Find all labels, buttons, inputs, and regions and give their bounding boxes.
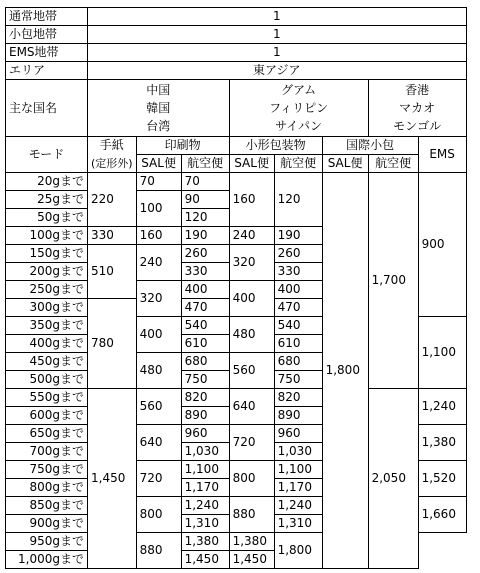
printed-air-price: 1,310 bbox=[181, 515, 229, 533]
small-sal-price: 400 bbox=[229, 281, 274, 317]
countries-row bbox=[6, 80, 467, 137]
table-row bbox=[6, 173, 467, 191]
normal-zone-value: 1 bbox=[88, 8, 467, 26]
small-air-price: 400 bbox=[274, 281, 322, 299]
printed-air-price: 400 bbox=[181, 281, 229, 299]
small-sal-price: 160 bbox=[229, 173, 274, 227]
small-sal-price: 480 bbox=[229, 317, 274, 353]
ems-header: EMS bbox=[418, 137, 466, 173]
weight-label: 550gまで bbox=[6, 389, 88, 407]
letter-header: 手紙 bbox=[88, 137, 137, 155]
printed-air-price: 680 bbox=[181, 353, 229, 371]
country-name: グアム bbox=[281, 83, 317, 97]
intl-sal-price: 1,800 bbox=[322, 173, 368, 569]
small-air-price: 1,030 bbox=[274, 443, 322, 461]
ems-price: 1,520 bbox=[418, 461, 466, 497]
small-air-price: 120 bbox=[274, 173, 322, 227]
printed-sal-price: 880 bbox=[136, 533, 181, 569]
country-name: 香港 bbox=[405, 83, 430, 97]
small-air-price: 1,450 bbox=[229, 551, 274, 569]
weight-label: 350gまで bbox=[6, 317, 88, 335]
weight-label: 250gまで bbox=[6, 281, 88, 299]
small-air-price: 960 bbox=[274, 425, 322, 443]
printed-air-price: 1,100 bbox=[181, 461, 229, 479]
rate-table bbox=[5, 7, 467, 569]
small-sal-price: 240 bbox=[229, 227, 274, 245]
small-air-price: 470 bbox=[274, 299, 322, 317]
country-group-2 bbox=[229, 80, 368, 137]
printed-air-price: 750 bbox=[181, 371, 229, 389]
printed-sal-price: 100 bbox=[136, 191, 181, 227]
printed-air-price: 120 bbox=[181, 209, 229, 227]
weight-label: 400gまで bbox=[6, 335, 88, 353]
ems-price: 1,800 bbox=[274, 533, 322, 569]
printed-sal-price: 720 bbox=[136, 461, 181, 497]
small-sal-price: 880 bbox=[229, 497, 274, 533]
weight-label: 100gまで bbox=[6, 227, 88, 245]
weight-label: 950gまで bbox=[6, 533, 88, 551]
small-sal-price: 560 bbox=[229, 353, 274, 389]
small-packet-zone-value: 1 bbox=[88, 26, 467, 44]
small-air-price: 1,310 bbox=[274, 515, 322, 533]
mode-label: モード bbox=[6, 137, 88, 173]
printed-air-price: 1,380 bbox=[181, 533, 229, 551]
country-name: サイパン bbox=[275, 119, 323, 133]
country-name: 中国 bbox=[146, 83, 171, 97]
printed-air-price: 470 bbox=[181, 299, 229, 317]
small-air-price: 1,240 bbox=[274, 497, 322, 515]
ems-price: 1,380 bbox=[418, 425, 466, 461]
small-sal-price: 800 bbox=[229, 461, 274, 497]
countries-label: 主な国名 bbox=[6, 80, 88, 137]
small-air-price: 330 bbox=[274, 263, 322, 281]
printed-air-header: 航空便 bbox=[181, 155, 229, 173]
printed-sal-price: 560 bbox=[136, 389, 181, 425]
normal-zone-row bbox=[6, 8, 467, 26]
small-air-price: 890 bbox=[274, 407, 322, 425]
small-packet-zone-row bbox=[6, 26, 467, 44]
country-name: モンゴル bbox=[393, 119, 442, 133]
printed-air-price: 820 bbox=[181, 389, 229, 407]
small-air-price: 680 bbox=[274, 353, 322, 371]
country-group-3 bbox=[368, 80, 466, 137]
small-air-header: 航空便 bbox=[274, 155, 322, 173]
printed-air-price: 90 bbox=[181, 191, 229, 209]
weight-label: 650gまで bbox=[6, 425, 88, 443]
intl-parcel-header: 国際小包 bbox=[322, 137, 418, 155]
weight-label: 450gまで bbox=[6, 353, 88, 371]
ems-zone-row bbox=[6, 44, 467, 62]
weight-label: 750gまで bbox=[6, 461, 88, 479]
printed-air-price: 1,030 bbox=[181, 443, 229, 461]
printed-air-price: 260 bbox=[181, 245, 229, 263]
weight-label: 25gまで bbox=[6, 191, 88, 209]
printed-air-price: 330 bbox=[181, 263, 229, 281]
weight-label: 500gまで bbox=[6, 371, 88, 389]
ems-zone-label: EMS地帯 bbox=[6, 44, 88, 62]
printed-sal-price: 240 bbox=[136, 245, 181, 281]
printed-sal-price: 70 bbox=[136, 173, 181, 191]
printed-sal-price: 320 bbox=[136, 281, 181, 317]
printed-sal-price: 480 bbox=[136, 353, 181, 389]
printed-air-price: 960 bbox=[181, 425, 229, 443]
intl-sal-header: SAL便 bbox=[322, 155, 368, 173]
country-name: マカオ bbox=[399, 101, 436, 115]
letter-price: 330 bbox=[88, 227, 137, 245]
printed-sal-price: 160 bbox=[136, 227, 181, 245]
intl-air-price: 2,050 bbox=[368, 389, 418, 569]
printed-air-price: 1,450 bbox=[181, 551, 229, 569]
country-name: フィリピン bbox=[269, 101, 329, 115]
ems-price: 900 bbox=[418, 173, 466, 317]
normal-zone-label: 通常地帯 bbox=[6, 8, 88, 26]
rate-body bbox=[6, 173, 467, 569]
mode-header-row bbox=[6, 137, 467, 155]
small-air-price: 540 bbox=[274, 317, 322, 335]
table-row bbox=[6, 389, 467, 407]
printed-sal-price: 640 bbox=[136, 425, 181, 461]
weight-label: 700gまで bbox=[6, 443, 88, 461]
country-group-1 bbox=[88, 80, 230, 137]
country-name: 台湾 bbox=[146, 119, 171, 133]
small-air-price: 1,170 bbox=[274, 479, 322, 497]
weight-label: 900gまで bbox=[6, 515, 88, 533]
small-sal-header: SAL便 bbox=[229, 155, 274, 173]
weight-label: 200gまで bbox=[6, 263, 88, 281]
printed-air-price: 610 bbox=[181, 335, 229, 353]
ems-zone-value: 1 bbox=[88, 44, 467, 62]
ems-price: 1,660 bbox=[418, 497, 466, 533]
country-name: 韓国 bbox=[146, 101, 171, 115]
small-air-price: 260 bbox=[274, 245, 322, 263]
small-air-price: 1,100 bbox=[274, 461, 322, 479]
weight-label: 300gまで bbox=[6, 299, 88, 317]
printed-air-price: 1,170 bbox=[181, 479, 229, 497]
area-value: 東アジア bbox=[88, 62, 467, 80]
intl-air-price: 1,700 bbox=[368, 173, 418, 389]
small-parcel-header: 小形包装物 bbox=[229, 137, 322, 155]
weight-label: 150gまで bbox=[6, 245, 88, 263]
printed-air-price: 70 bbox=[181, 173, 229, 191]
printed-header: 印刷物 bbox=[136, 137, 229, 155]
printed-sal-price: 400 bbox=[136, 317, 181, 353]
letter-price: 780 bbox=[88, 299, 137, 389]
weight-label: 800gまで bbox=[6, 479, 88, 497]
intl-air-header: 航空便 bbox=[368, 155, 418, 173]
area-row bbox=[6, 62, 467, 80]
weight-label: 600gまで bbox=[6, 407, 88, 425]
ems-price: 1,100 bbox=[418, 317, 466, 389]
printed-air-price: 890 bbox=[181, 407, 229, 425]
ems-price: 1,240 bbox=[418, 389, 466, 425]
printed-sal-header: SAL便 bbox=[136, 155, 181, 173]
letter-subheader: (定形外) bbox=[88, 155, 137, 173]
area-label: エリア bbox=[6, 62, 88, 80]
small-sal-price: 320 bbox=[229, 245, 274, 281]
small-sal-price: 640 bbox=[229, 389, 274, 425]
small-air-price: 190 bbox=[274, 227, 322, 245]
small-air-price: 1,380 bbox=[229, 533, 274, 551]
printed-air-price: 190 bbox=[181, 227, 229, 245]
letter-price: 220 bbox=[88, 173, 137, 227]
small-air-price: 820 bbox=[274, 389, 322, 407]
weight-label: 50gまで bbox=[6, 209, 88, 227]
small-air-price: 610 bbox=[274, 335, 322, 353]
letter-price: 1,450 bbox=[88, 389, 137, 569]
small-sal-price: 720 bbox=[229, 425, 274, 461]
weight-label: 1,000gまで bbox=[6, 551, 88, 569]
printed-air-price: 1,240 bbox=[181, 497, 229, 515]
small-packet-zone-label: 小包地帯 bbox=[6, 26, 88, 44]
weight-label: 850gまで bbox=[6, 497, 88, 515]
weight-label: 20gまで bbox=[6, 173, 88, 191]
printed-air-price: 540 bbox=[181, 317, 229, 335]
letter-price: 510 bbox=[88, 245, 137, 299]
printed-sal-price: 800 bbox=[136, 497, 181, 533]
small-air-price: 750 bbox=[274, 371, 322, 389]
